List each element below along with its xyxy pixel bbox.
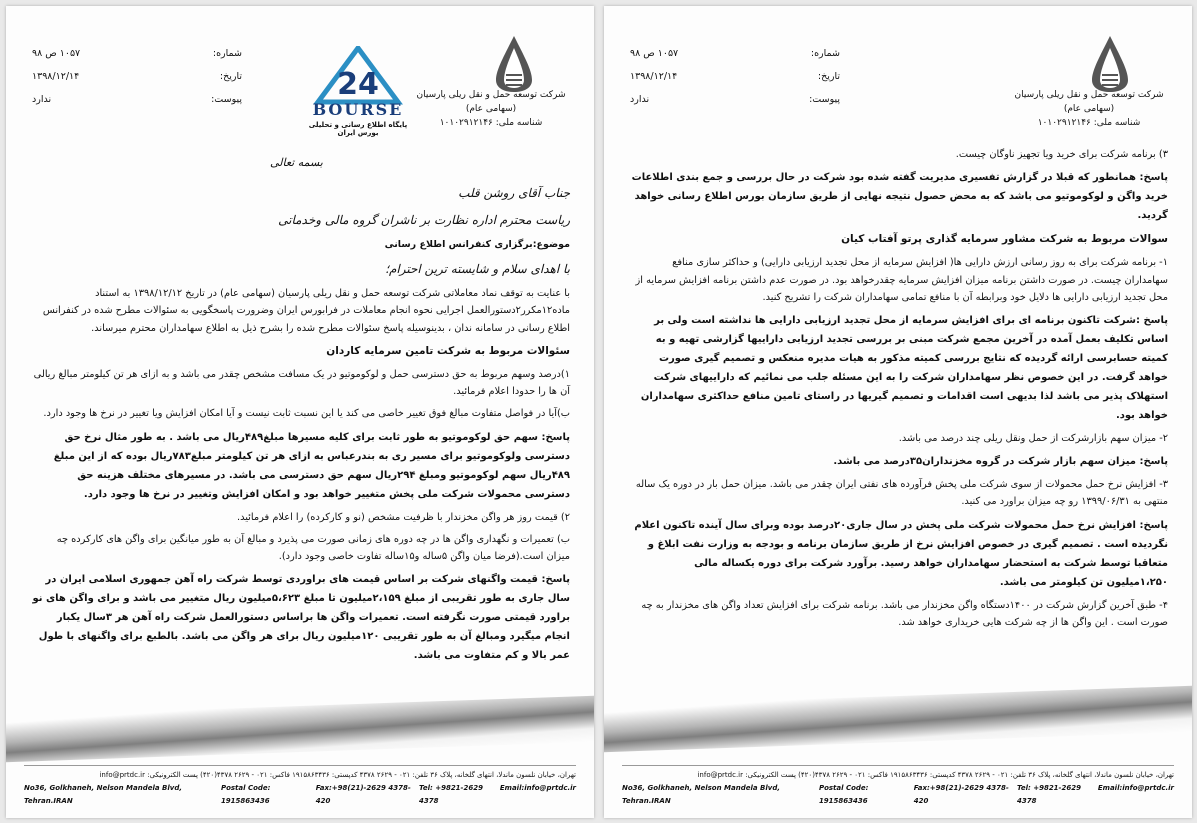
addressee-title: ریاست محترم اداره نظارت بر ناشران گروه مالی وخدماتی <box>278 213 570 227</box>
bourse-triangle-icon <box>298 46 418 106</box>
company-name: شرکت توسعه حمل و نقل ریلی پارسیان <box>416 90 566 100</box>
letter-subject: موضوع:برگزاری کنفرانس اطلاع رسانی <box>384 239 570 250</box>
letter-footer <box>622 765 1174 808</box>
footer-tel: Tel: +9821-2629 4378 <box>418 784 483 805</box>
answer-2: پاسخ: قیمت واگنهای شرکت بر اساس قیمت های براوردی توسط شرکت راه آهن جمهوری اسلامی ایران در سال جاری به طور تقریبی از مبلغ ۲،۱۵۹میلیون تا مبلغ ۵،۶۲۳میلیون ریال متغییر می باشد و برای واگن های نو براورد قیمتی صورت نگرفته است. تعمیرات واگن ها براساس دستورالعمل شرکت راه آهن هر ۳سال یکبار انجام میگیرد ومبالغ آن به طور تقریبی ۱۲۰میلیون ریال برای هر واگن می باشد. بالطبع برای واگنهای با طول عمر بالا و کم متفاوت می باشد. <box>32 574 570 662</box>
company-name-block <box>416 88 566 130</box>
bourse-tagline: پایگاه اطلاع رسانی و تحلیلی بورس ایران <box>308 121 408 137</box>
bourse-wordmark: BOURSE <box>312 100 404 119</box>
footer-tel: Tel: +9821-2629 4378 <box>1016 784 1081 805</box>
greeting: با اهدای سلام و شایسته ترین احترام؛ <box>385 262 570 277</box>
letter-body-left <box>32 182 570 670</box>
answer-r1: پاسخ :شرکت تاکنون برنامه ای برای افزایش سرمایه از محل تجدید ارزیابی دارایی ها نداشته است ولی بر اساس تکلیف بعمل آمده در آخرین مجمع شرکت مبنی بر بررسی تجدید ارزیابی داراییها گزارشی تهیه و به کمیته حسابرسی ارائه گردیده که نتایج بررسی کمیته مذکور به هیات مدیره منعکس و تصمیم گیری صورت خواهد گرفت. در این خصوص نظر سهامداران شرکت را به این مسئله جلب می نمائیم که داراییهای شرکت استهلاک پذیر می باشد لذا بدیهی است اقدامات و تصمیم گیریها در راستای تامین منافع حداکثری سهامداران خواهد بود. <box>640 315 1168 422</box>
letter-number: ۱۰۵۷ ص ۹۸ <box>32 48 81 59</box>
question-3: ۳) برنامه شرکت برای خرید ویا تجهیز ناوگان چیست. <box>955 149 1168 160</box>
letter-attachment: ندارد <box>630 94 650 105</box>
scan-shadow <box>604 686 1192 753</box>
footer-fax: Fax:+98(21)-2629 4378-420 <box>913 784 1009 805</box>
footer-address-fa: تهران، خیابان نلسون ماندلا، انتهای گلخانه، پلاک ۳۶ تلفن: ۰۲۱ - ۲۶۲۹ ۴۳۷۸ کدپستی: ۱۹۱۵۸۶۳۴۳۶ فاکس: ۰۲۱ - ۲۶۲۹ ۴۳۷۸(۴۲۰) پست الکترونیکی: info@prtdc.ir <box>697 771 1174 779</box>
company-type: (سهامی عام) <box>465 104 517 114</box>
question-r3: ۳- افزایش نرخ حمل محمولات از سوی شرکت ملی پخش فرآورده های نفتی ایران چقدر می باشد. میزان حمل بار در دوره یک ساله منتهی به ۱۳۹۹/۰۶/۳۱ رو چه میزان براورد می کنید. <box>635 479 1168 508</box>
letter-attachment: ندارد <box>32 94 52 105</box>
basmala: بسمه تعالی <box>270 156 323 169</box>
letter-attachment-label: پیوست: <box>809 94 840 105</box>
company-name: شرکت توسعه حمل و نقل ریلی پارسیان <box>1014 90 1164 100</box>
footer-postal: Postal Code: 1915863436 <box>818 784 869 805</box>
footer-address-en: No36, Golkhaneh, Nelson Mandela Blvd, Tehran.IRAN <box>24 784 182 805</box>
letter-page-right <box>604 6 1192 818</box>
company-national-id: شناسه ملی: ۱۰۱۰۲۹۱۲۱۴۶ <box>1037 118 1141 128</box>
question-r1: ۱- برنامه شرکت برای به روز رسانی ارزش دارایی ها( افزایش سرمایه از محل تجدید ارزیابی دارایی) و حداکثر سازی منافع سهامداران چیست. در صورت داشتن برنامه میزان افزایش سرمایه چقدرخواهد بود. در صورت عدم داشتن برنامه افزایش سرمایه از محل تجدید ارزیابی دارایی ها دلایل خود وبرابطه آن با منافع تمامی سهامداران شرکت را تشریح کنید. <box>635 257 1168 303</box>
letter-meta <box>32 42 242 111</box>
footer-email: Email:info@prtdc.ir <box>1097 784 1174 792</box>
section-heading-kardan: سئوالات مربوط به شرکت تامین سرمایه کاردان <box>326 344 570 357</box>
letter-date-label: تاریخ: <box>817 71 840 82</box>
letter-footer <box>24 765 576 808</box>
footer-address-en: No36, Golkhaneh, Nelson Mandela Blvd, Tehran.IRAN <box>622 784 780 805</box>
letter-date: ۱۳۹۸/۱۲/۱۴ <box>32 71 80 82</box>
answer-r2: پاسخ: میزان سهم بازار شرکت در گروه مخزنداران۳۵درصد می باشد. <box>833 456 1168 468</box>
company-logo-icon <box>1088 34 1132 92</box>
company-type: (سهامی عام) <box>1063 104 1115 114</box>
section-heading-parto: سوالات مربوط به شرکت مشاور سرمایه گذاری پرتو آفتاب کیان <box>841 233 1168 246</box>
company-name-block <box>1014 88 1164 130</box>
letter-page-left <box>6 6 594 818</box>
answer-r3: پاسخ: افزایش نرخ حمل محمولات شرکت ملی پخش در سال جاری۲۰درصد بوده وبرای سال آینده تاکنون اعلام نگردیده است . تصمیم گیری در خصوص افزایش نرخ از طریق سازمان برنامه و بودجه به وزارت نفت ابلاغ و متعاقبا توسط شرکت به استحضار سهامداران خواهد رسید. برآورد شرکت برای دوره یکساله مالی ۱،۲۵۰میلیون تن کیلومتر می باشد. <box>634 519 1168 588</box>
svg-text:24: 24 <box>337 67 379 102</box>
letter-number-label: شماره: <box>212 48 242 59</box>
question-1b: ب)آیا در فواصل متفاوت مبالغ فوق تغییر خاصی می کند یا این نسبت ثابت نیست و آیا امکان افزایش ویا تغییر در نرخ ها وجود دارد. <box>43 408 570 420</box>
bourse-logo <box>298 46 418 142</box>
question-1: ۱)درصد وسهم مربوط به حق دسترسی حمل و لوکوموتیو در یک مسافت مشخص چقدر می باشد و به ازای هر تن کیلومتر مبالغ ریالی آن ها را حدودا اعلام فرمائید. <box>33 369 570 398</box>
intro-paragraph: با عنایت به توقف نماد معاملاتی شرکت توسعه حمل و نقل ریلی پارسیان (سهامی عام) در تاریخ ۱۳۹۸/۱۲/۱۲ به استناد ماده۱۲مکرر۲دستورالعمل اجرایی نحوه انجام معاملات در فرابورس ایران وضرورت پاسخگویی به سئوالات مطرح شده در کنفرانس اطلاع رسانی در سامانه ندان ، بدینوسیله پاسخ سئوالات مطرح شده را بشرح ذیل به اطلاع سهامداران محترم میرساند. <box>42 288 570 334</box>
footer-email: Email:info@prtdc.ir <box>499 784 576 792</box>
letter-number: ۱۰۵۷ ص ۹۸ <box>630 48 679 59</box>
letter-body-right <box>630 146 1168 636</box>
letter-date: ۱۳۹۸/۱۲/۱۴ <box>630 71 678 82</box>
letter-attachment-label: پیوست: <box>211 94 242 105</box>
company-logo-icon <box>492 34 536 92</box>
letter-number-label: شماره: <box>810 48 840 59</box>
answer-1: پاسخ: سهم حق لوکوموتیو به طور ثابت برای کلیه مسیرها مبلغ۴۸۹ریال می باشد . به طور مثال نرخ حق دسترسی ولوکوموتیو برای مسیر ری به بندرعباس به ازای هر تن کیلومتر مبلغ۷۸۳ریال بوده که از این مبلغ ۴۸۹ریال سهم لوکوموتیو ومبلغ ۲۹۴ریال سهم حق دسترسی می باشد. در مسیرهای مختلف هزینه حق دسترسی محمولات شرکت ملی پخش متغییر خواهد بود و امکان افزایش وتغییر در نرخ ها وجود دارد. <box>53 431 570 500</box>
company-national-id: شناسه ملی: ۱۰۱۰۲۹۱۲۱۴۶ <box>439 118 543 128</box>
question-r2: ۲- میزان سهم بازارشرکت از حمل ونقل ریلی چند درصد می باشد. <box>898 433 1168 445</box>
question-r4: ۴- طبق آخرین گزارش شرکت در ۱۴۰۰دستگاه واگن مخزندار می باشد. برنامه شرکت برای افزایش تعداد واگن های مخزندار به چه صورت است . این واگن ها از چه شرکت هایی خریداری خواهد شد. <box>641 599 1168 628</box>
scan-shadow <box>6 696 594 763</box>
question-2b: ب) تعمیرات و نگهداری واگن ها در چه دوره های زمانی صورت می پذیرد و مبالغ آن به طور میانگین برای واگن های کارکرده چه میزان است.(فرضا میان واگن ۵ساله و۱۵ساله تفاوت خاصی وجود دارد). <box>56 533 570 563</box>
letter-meta <box>630 42 840 111</box>
footer-address-fa: تهران، خیابان نلسون ماندلا، انتهای گلخانه، پلاک ۳۶ تلفن: ۰۲۱ - ۲۶۲۹ ۴۳۷۸ کدپستی: ۱۹۱۵۸۶۳۴۳۶ فاکس: ۰۲۱ - ۲۶۲۹ ۴۳۷۸(۴۲۰) پست الکترونیکی: info@prtdc.ir <box>99 771 576 779</box>
letter-date-label: تاریخ: <box>219 71 242 82</box>
footer-fax: Fax:+98(21)-2629 4378-420 <box>315 784 411 805</box>
footer-postal: Postal Code: 1915863436 <box>220 784 271 805</box>
question-2: ۲) قیمت روز هر واگن مخزندار با ظرفیت مشخص (نو و کارکرده) را اعلام فرمائید. <box>236 511 570 523</box>
answer-3: پاسخ: همانطور که قبلا در گزارش تفسیری مدیریت گفته شده بود شرکت در حال بررسی و جمع بندی اطلاعات خرید واگن و لوکوموتیو می باشد که به محض حصول نتیجه نهایی از طریق سازمان بورس اطلاع رسانی خواهد گردید. <box>631 172 1168 222</box>
addressee: جناب آقای روشن قلب <box>458 186 570 200</box>
